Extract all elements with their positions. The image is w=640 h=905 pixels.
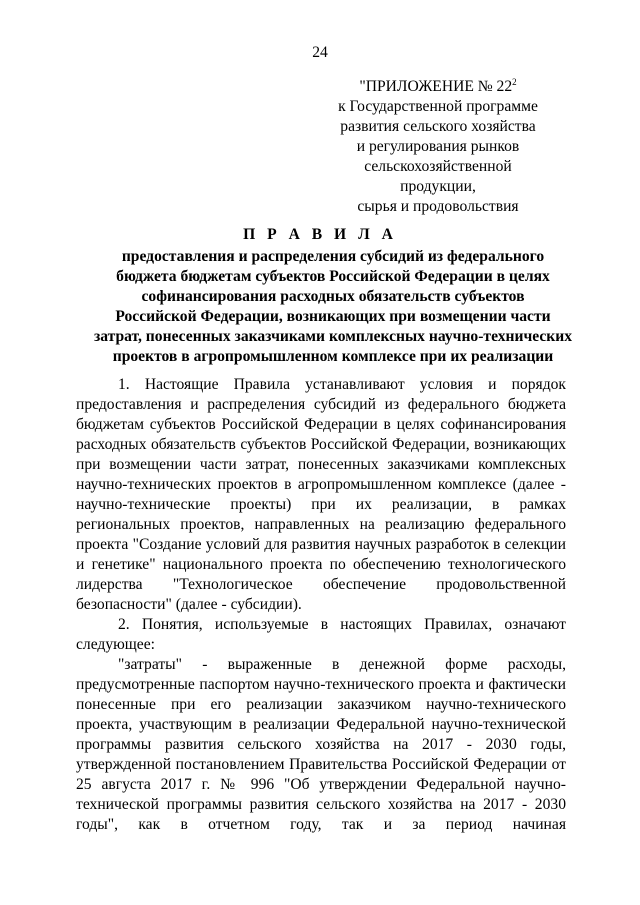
subtitle-line: бюджета бюджетам субъектов Российской Федерации в целях xyxy=(116,268,550,285)
document-title: П Р А В И Л А xyxy=(243,226,397,243)
appendix-heading-text: "ПРИЛОЖЕНИЕ № 22 xyxy=(359,78,513,95)
appendix-line: к Государственной программе xyxy=(338,98,538,115)
paragraph-2: 2. Понятия, используемые в настоящих Правилах, означают следующее: xyxy=(76,616,566,653)
appendix-line: сырья и продовольствия xyxy=(357,198,519,215)
page-number: 24 xyxy=(312,44,328,61)
subtitle-line: Российской Федерации, возникающих при возмещении части xyxy=(115,308,551,325)
appendix-line: сельскохозяйственной продукции, xyxy=(364,158,512,195)
document-subtitle xyxy=(85,247,581,367)
document-body xyxy=(76,375,566,835)
subtitle-line: софинансирования расходных обязательств субъектов xyxy=(141,288,525,305)
appendix-heading xyxy=(326,77,550,97)
subtitle-line: затрат, понесенных заказчиками комплексных научно-технических xyxy=(93,328,573,345)
subtitle-line: предоставления и распределения субсидий из федерального xyxy=(121,248,545,265)
subtitle-line: проектов в агропромышленном комплексе при их реализации xyxy=(112,348,554,365)
appendix-block xyxy=(326,77,550,217)
paragraph-1: 1. Настоящие Правила устанавливают условия и порядок предоставления и распределения субсидий из федерального бюджета бюджетам субъектов Российской Федерации в целях софинансирования расходных обязательств субъектов Российской Федерации, возникающих при возмещении части затрат, понесенных заказчиками комплексных научно-технических проектов в агропромышленном комплексе (далее - научно-технические проекты) при их реализации, в рамках региональных проектов, направленных на реализацию федерального проекта "Создание условий для развития научных разработок в селекции и генетике" национального проекта по обеспечению технологического лидерства "Технологическое обеспечение продовольственной безопасности" (далее - субсидии). xyxy=(76,376,566,613)
appendix-line: развития сельского хозяйства xyxy=(340,118,536,135)
paragraph-definition-costs: "затраты" - выраженные в денежной форме расходы, предусмотренные паспортом научно-технического проекта и фактически понесенные при его реализации заказчиком научно-технического проекта, участвующим в реализации Федеральной научно-технической программы развития сельского хозяйства на 2017 - 2030 годы, утвержденной постановлением Правительства Российской Федерации от 25 августа 2017 г. № 996 "Об утверждении Федеральной научно-технической программы развития сельского хозяйства на 2017 - 2030 годы", как в отчетном году, так и за период начиная xyxy=(76,656,566,833)
appendix-heading-superscript: 2 xyxy=(512,76,517,87)
appendix-line: и регулирования рынков xyxy=(356,138,520,155)
